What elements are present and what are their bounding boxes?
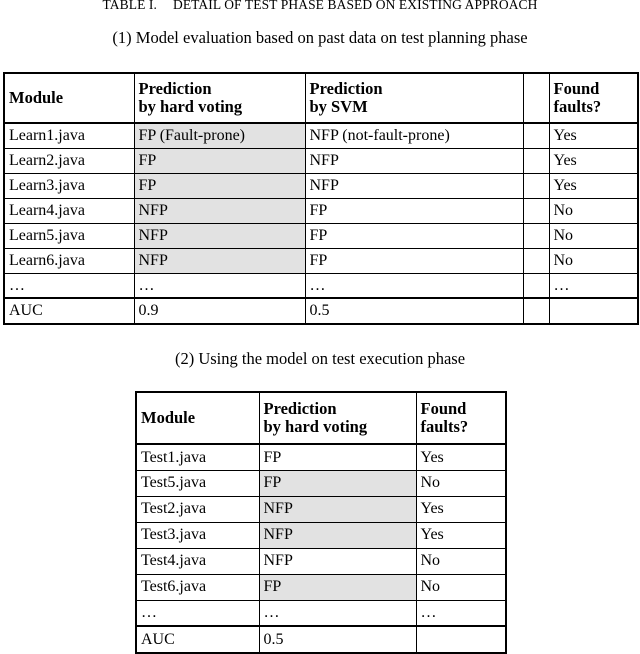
cell-found-faults: No (549, 248, 638, 273)
table-row (136, 470, 506, 496)
cell-found-faults: Yes (416, 496, 506, 522)
table-row (4, 198, 638, 223)
header-module (136, 392, 259, 444)
auc-cell-module: AUC (4, 298, 134, 324)
auc-cell-gap (523, 298, 549, 324)
header-hard-voting-line2: by hard voting (263, 417, 368, 436)
header-found-line1: Found (553, 79, 600, 99)
cell-module: Learn2.java (4, 148, 134, 173)
auc-cell-found-faults (416, 626, 506, 653)
cell-svm: FP (305, 198, 523, 223)
cell-hard-voting: FP (Fault-prone) (134, 123, 305, 148)
cell-found-faults: Yes (549, 123, 638, 148)
cell-hard-voting: … (134, 273, 305, 298)
test-execution-phase-table (135, 391, 507, 654)
section-2-caption: (2) Using the model on test execution phase (174, 349, 466, 368)
cell-module: Test5.java (136, 470, 259, 496)
cell-found-faults: Yes (549, 148, 638, 173)
table-body (4, 123, 638, 298)
cell-gap (523, 273, 549, 298)
cell-module: Learn5.java (4, 223, 134, 248)
table-body (136, 444, 506, 626)
cell-hard-voting: FP (134, 148, 305, 173)
cell-gap (523, 198, 549, 223)
cell-hard-voting: NFP (134, 198, 305, 223)
table-row (4, 123, 638, 148)
header-svm-line1: Prediction (309, 79, 383, 99)
table-number-label: TABLE I. (102, 0, 157, 12)
cell-hard-voting: FP (134, 173, 305, 198)
header-hard-voting (259, 392, 416, 444)
cell-hard-voting: FP (259, 470, 416, 496)
auc-cell-hard-voting: 0.5 (259, 626, 416, 653)
table-footer (136, 626, 506, 653)
auc-row (136, 626, 506, 653)
cell-hard-voting: NFP (259, 522, 416, 548)
cell-svm: … (305, 273, 523, 298)
header-found-line2: faults? (553, 97, 602, 116)
cell-gap (523, 223, 549, 248)
table-header-row (136, 392, 506, 444)
cell-found-faults: No (416, 470, 506, 496)
cell-hard-voting: FP (259, 574, 416, 600)
cell-gap (523, 248, 549, 273)
cell-module: … (136, 600, 259, 626)
cell-hard-voting: NFP (259, 496, 416, 522)
cell-found-faults: No (549, 223, 638, 248)
table-title: DETAIL OF TEST PHASE BASED ON EXISTING APPROACH (172, 0, 538, 12)
cell-found-faults: No (416, 574, 506, 600)
table-row (4, 148, 638, 173)
cell-found-faults: … (549, 273, 638, 298)
cell-module: Test2.java (136, 496, 259, 522)
cell-found-faults: Yes (416, 444, 506, 470)
cell-module: Learn6.java (4, 248, 134, 273)
header-module (4, 73, 134, 123)
cell-found-faults: … (416, 600, 506, 626)
auc-row (4, 298, 638, 324)
cell-svm: NFP (305, 148, 523, 173)
cell-hard-voting: … (259, 600, 416, 626)
header-svm-line2: by SVM (309, 97, 368, 116)
cell-module: Test3.java (136, 522, 259, 548)
cell-hard-voting: NFP (259, 548, 416, 574)
table-row (136, 548, 506, 574)
header-module-label: Module (141, 408, 196, 428)
cell-module: Learn1.java (4, 123, 134, 148)
cell-module: Test4.java (136, 548, 259, 574)
header-found-line2: faults? (420, 417, 469, 436)
cell-found-faults: Yes (549, 173, 638, 198)
cell-hard-voting: NFP (134, 223, 305, 248)
auc-cell-hard-voting: 0.9 (134, 298, 305, 324)
section-1-caption: (1) Model evaluation based on past data on test planning phase (112, 28, 528, 47)
table-row (136, 574, 506, 600)
header-hard-voting (134, 73, 305, 123)
header-module-label: Module (9, 88, 64, 108)
table-row (136, 444, 506, 470)
auc-cell-module: AUC (136, 626, 259, 653)
table-row (136, 496, 506, 522)
cell-found-faults: No (549, 198, 638, 223)
table-number-caption (0, 0, 640, 13)
auc-cell-found-faults (549, 298, 638, 324)
cell-found-faults: Yes (416, 522, 506, 548)
cell-svm: NFP (305, 173, 523, 198)
header-svm (305, 73, 523, 123)
header-gap (523, 73, 549, 123)
table-footer (4, 298, 638, 324)
table-row (136, 522, 506, 548)
cell-gap (523, 173, 549, 198)
cell-svm: FP (305, 248, 523, 273)
table-row (136, 600, 506, 626)
table-row (4, 173, 638, 198)
cell-hard-voting: FP (259, 444, 416, 470)
header-found-faults (416, 392, 506, 444)
header-found-line1: Found (420, 399, 467, 419)
cell-svm: FP (305, 223, 523, 248)
cell-found-faults: No (416, 548, 506, 574)
cell-module: Learn3.java (4, 173, 134, 198)
header-hard-voting-line1: Prediction (138, 79, 212, 99)
header-hard-voting-line1: Prediction (263, 399, 337, 419)
cell-module: Learn4.java (4, 198, 134, 223)
cell-module: Test1.java (136, 444, 259, 470)
header-found-faults (549, 73, 638, 123)
test-planning-phase-table (3, 72, 639, 325)
cell-module: Test6.java (136, 574, 259, 600)
table-row (4, 273, 638, 298)
cell-gap (523, 123, 549, 148)
auc-cell-svm: 0.5 (305, 298, 523, 324)
table-row (4, 248, 638, 273)
table-row (4, 223, 638, 248)
cell-svm: NFP (not-fault-prone) (305, 123, 523, 148)
cell-gap (523, 148, 549, 173)
header-hard-voting-line2: by hard voting (138, 97, 243, 116)
table-header-row (4, 73, 638, 123)
cell-module: … (4, 273, 134, 298)
cell-hard-voting: NFP (134, 248, 305, 273)
